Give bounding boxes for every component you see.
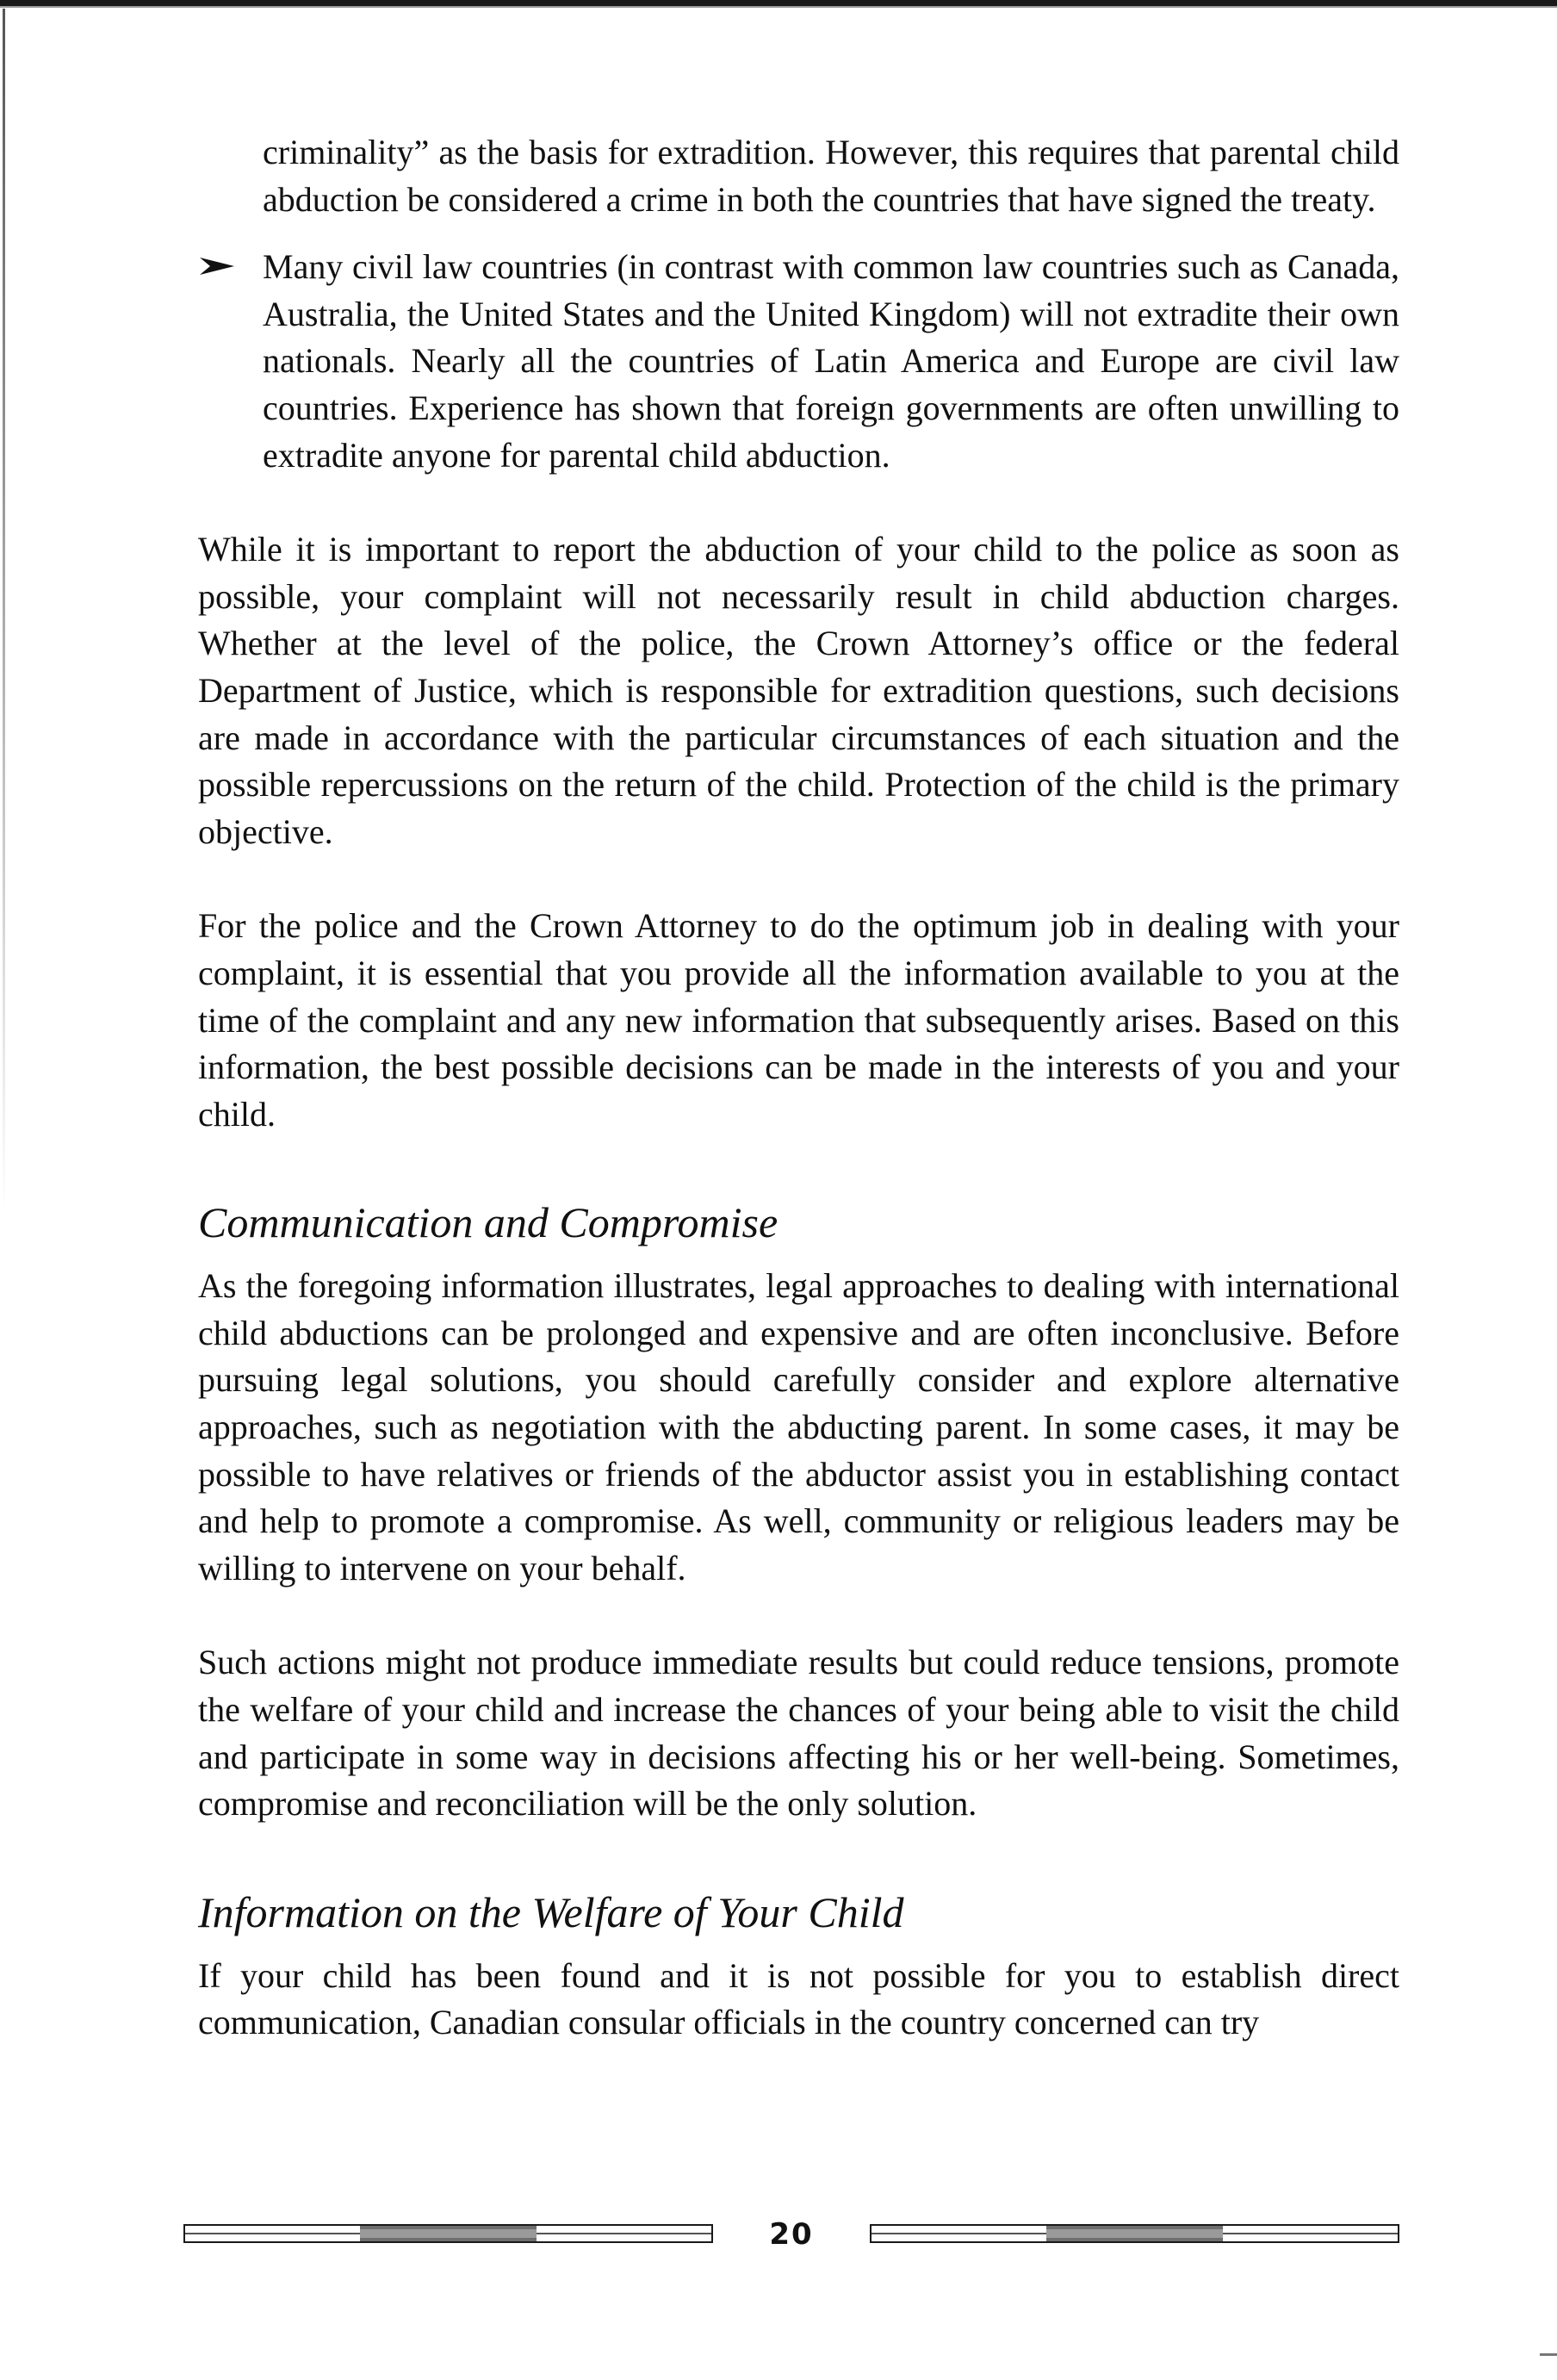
report-police-paragraph: While it is important to report the abduction of your child to the police as soon as possible, your complaint will not necessarily result in child abduction charges. Whether at the level of the police, the Crown Attorney’s office or the federal Department of Justice, which is responsible for extradition questions, such decisions are made in accordance with the particular circumstances of each situation and the possible repercussions on the return of the child. Protection of the child is the primary objective. xyxy=(198,530,1399,851)
bullet-text: Many civil law countries (in contrast with common law countries such as Canada, Australia, the United States and the United Kingdom) will not extradite their own nationals. Nearly all the countries of Latin America and Europe are civil law countries. Experience has shown that foreign governments are often unwilling to extradite anyone for parental child abduction. xyxy=(263,247,1399,475)
bullet-list-item xyxy=(198,244,1399,479)
arrowhead-bullet-icon xyxy=(198,256,236,277)
welfare-paragraph-1: If your child has been found and it is not possible for you to establish direct communication, Canadian consular officials in the country concerned can try xyxy=(198,1955,1399,2042)
communication-paragraph-2: Such actions might not produce immediate results but could reduce tensions, promote the welfare of your child and increase the chances of your being able to visit the child and participate in some way in decisions affecting his or her well-being. Sometimes, compromise and reconciliation will be the only solution. xyxy=(198,1643,1399,1824)
page-number: 20 xyxy=(769,2217,814,2252)
optimum-job-paragraph: For the police and the Crown Attorney to do the optimum job in dealing with your complaint, it is essential that you provide all the information available to you at the time of the complaint and any new information that subsequently arises. Based on this information, the best possible decisions can be made in the interests of you and your child. xyxy=(198,906,1399,1134)
left-scan-edge xyxy=(3,9,5,1215)
page-body xyxy=(198,129,1399,2047)
communication-paragraph-1: As the foregoing information illustrates, legal approaches to dealing with international child abductions can be prolonged and expensive and are often inconclusive. Before pursuing legal solutions, you should carefully consider and explore alternative approaches, such as negotiation with the abducting parent. In some cases, it may be possible to have relatives or friends of the abductor assist you in establishing contact and help to promote a compromise. As well, community or religious leaders may be willing to intervene on your behalf. xyxy=(198,1266,1399,1588)
right-edge-mark xyxy=(1540,2353,1557,2356)
page-footer xyxy=(183,2215,1399,2257)
communication-heading: Communication and Compromise xyxy=(198,1198,778,1247)
footer-ornament-right xyxy=(870,2224,1399,2243)
top-border-rule xyxy=(0,0,1557,11)
welfare-heading: Information on the Welfare of Your Child xyxy=(198,1887,904,1936)
continuation-paragraph: criminality” as the basis for extradition. However, this requires that parental child abduction be considered a crime in both the countries that have signed the treaty. xyxy=(263,133,1399,219)
footer-ornament-left xyxy=(183,2224,713,2243)
